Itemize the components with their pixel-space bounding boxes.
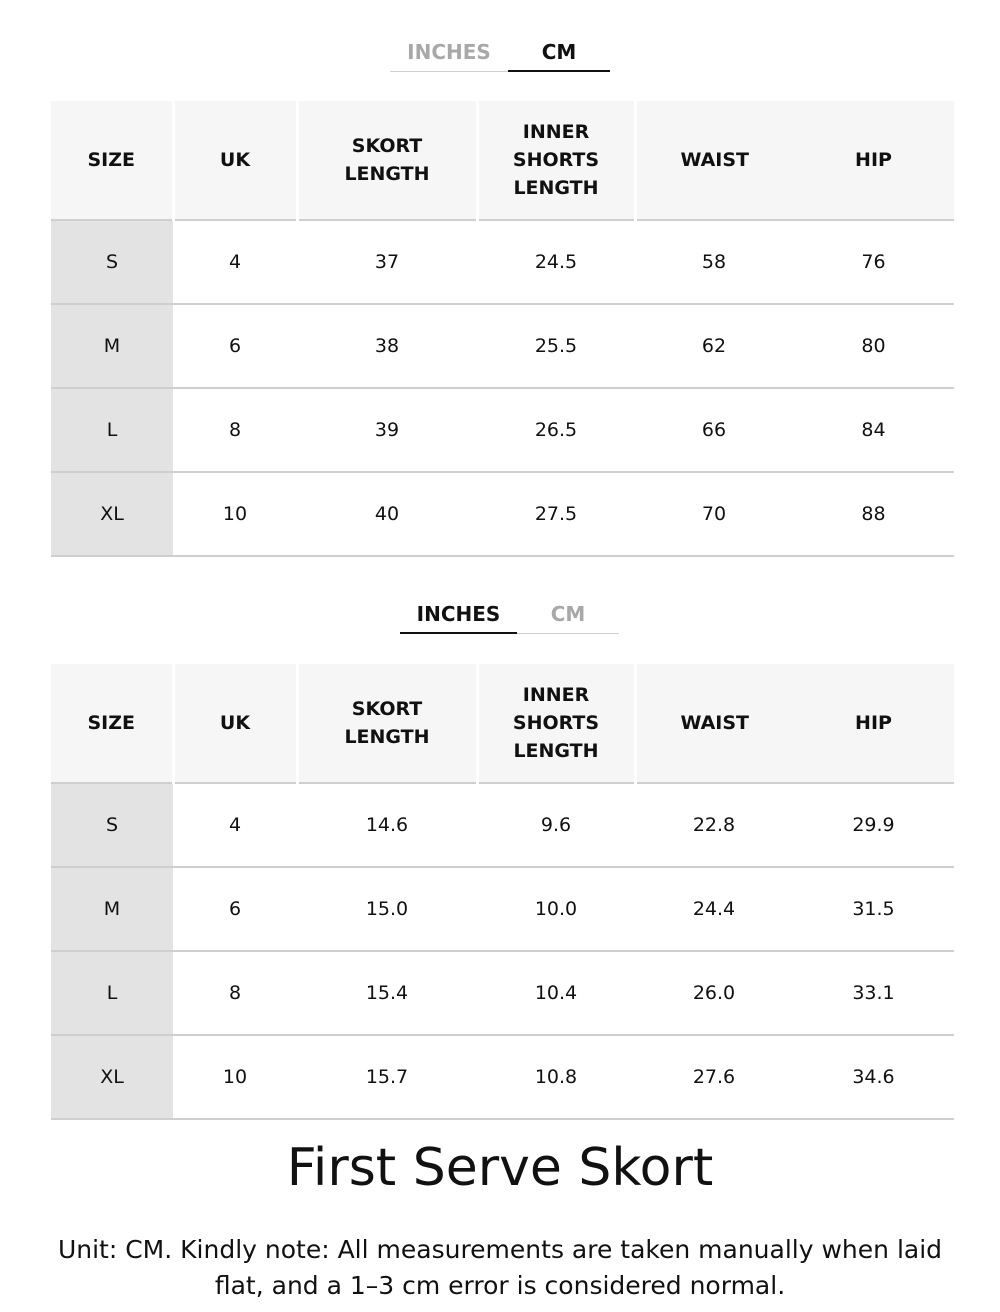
table-row xyxy=(51,472,954,556)
cell-uk: 6 xyxy=(173,867,297,951)
cell-uk: 4 xyxy=(173,220,297,304)
header-uk: UK xyxy=(173,101,297,220)
cell-size: L xyxy=(51,388,173,472)
cell-hip: 31.5 xyxy=(793,867,954,951)
cell-skort-length: 40 xyxy=(297,472,477,556)
table-row xyxy=(51,1035,954,1119)
cell-hip: 76 xyxy=(793,220,954,304)
header-size: SIZE xyxy=(51,101,173,220)
header-hip: HIP xyxy=(793,664,954,783)
cell-size: M xyxy=(51,304,173,388)
header-waist: WAIST xyxy=(635,101,793,220)
cell-size: XL xyxy=(51,1035,173,1119)
header-inner-shorts-length: INNER SHORTS LENGTH xyxy=(477,664,635,783)
table-row xyxy=(51,783,954,867)
cell-waist: 24.4 xyxy=(635,867,793,951)
header-size: SIZE xyxy=(51,664,173,783)
cell-uk: 8 xyxy=(173,951,297,1035)
tab-cm[interactable]: CM xyxy=(517,598,619,634)
header-inner-shorts-length: INNER SHORTS LENGTH xyxy=(477,101,635,220)
table-header xyxy=(51,101,954,220)
cell-skort-length: 15.7 xyxy=(297,1035,477,1119)
cell-uk: 10 xyxy=(173,472,297,556)
cell-size: XL xyxy=(51,472,173,556)
header-uk: UK xyxy=(173,664,297,783)
header-skort-length: SKORT LENGTH xyxy=(297,101,477,220)
cell-inner-shorts-length: 9.6 xyxy=(477,783,635,867)
cell-uk: 8 xyxy=(173,388,297,472)
cell-hip: 88 xyxy=(793,472,954,556)
table-header xyxy=(51,664,954,783)
cell-hip: 84 xyxy=(793,388,954,472)
cell-hip: 80 xyxy=(793,304,954,388)
cell-skort-length: 15.0 xyxy=(297,867,477,951)
cell-size: L xyxy=(51,951,173,1035)
cell-uk: 6 xyxy=(173,304,297,388)
table-row xyxy=(51,951,954,1035)
table-row xyxy=(51,304,954,388)
cell-hip: 34.6 xyxy=(793,1035,954,1119)
table-row xyxy=(51,388,954,472)
cell-hip: 33.1 xyxy=(793,951,954,1035)
cell-waist: 70 xyxy=(635,472,793,556)
cell-skort-length: 37 xyxy=(297,220,477,304)
cell-uk: 10 xyxy=(173,1035,297,1119)
product-title: First Serve Skort xyxy=(286,1138,714,1198)
measurement-note: Unit: CM. Kindly note: All measurements are taken manually when laid flat, and a 1–3 cm error is considered normal. xyxy=(57,1235,943,1300)
cell-inner-shorts-length: 10.0 xyxy=(477,867,635,951)
size-table-inches xyxy=(51,664,954,1120)
cell-skort-length: 14.6 xyxy=(297,783,477,867)
cell-skort-length: 15.4 xyxy=(297,951,477,1035)
cell-waist: 27.6 xyxy=(635,1035,793,1119)
cell-size: S xyxy=(51,783,173,867)
cell-inner-shorts-length: 10.8 xyxy=(477,1035,635,1119)
cell-inner-shorts-length: 10.4 xyxy=(477,951,635,1035)
cell-skort-length: 38 xyxy=(297,304,477,388)
cell-inner-shorts-length: 27.5 xyxy=(477,472,635,556)
tab-inches[interactable]: INCHES xyxy=(400,598,517,634)
cell-size: M xyxy=(51,867,173,951)
unit-tabs-inches xyxy=(400,598,619,634)
cell-waist: 26.0 xyxy=(635,951,793,1035)
cell-hip: 29.9 xyxy=(793,783,954,867)
unit-tabs-cm xyxy=(390,36,610,72)
cell-waist: 58 xyxy=(635,220,793,304)
cell-size: S xyxy=(51,220,173,304)
header-skort-length: SKORT LENGTH xyxy=(297,664,477,783)
cell-inner-shorts-length: 25.5 xyxy=(477,304,635,388)
cell-waist: 62 xyxy=(635,304,793,388)
table-row xyxy=(51,220,954,304)
cell-waist: 66 xyxy=(635,388,793,472)
cell-inner-shorts-length: 26.5 xyxy=(477,388,635,472)
size-table-cm xyxy=(51,101,954,557)
cell-waist: 22.8 xyxy=(635,783,793,867)
cell-uk: 4 xyxy=(173,783,297,867)
cell-inner-shorts-length: 24.5 xyxy=(477,220,635,304)
table-row xyxy=(51,867,954,951)
tab-inches[interactable]: INCHES xyxy=(390,36,508,72)
header-hip: HIP xyxy=(793,101,954,220)
cell-skort-length: 39 xyxy=(297,388,477,472)
tab-cm[interactable]: CM xyxy=(508,36,610,72)
header-waist: WAIST xyxy=(635,664,793,783)
